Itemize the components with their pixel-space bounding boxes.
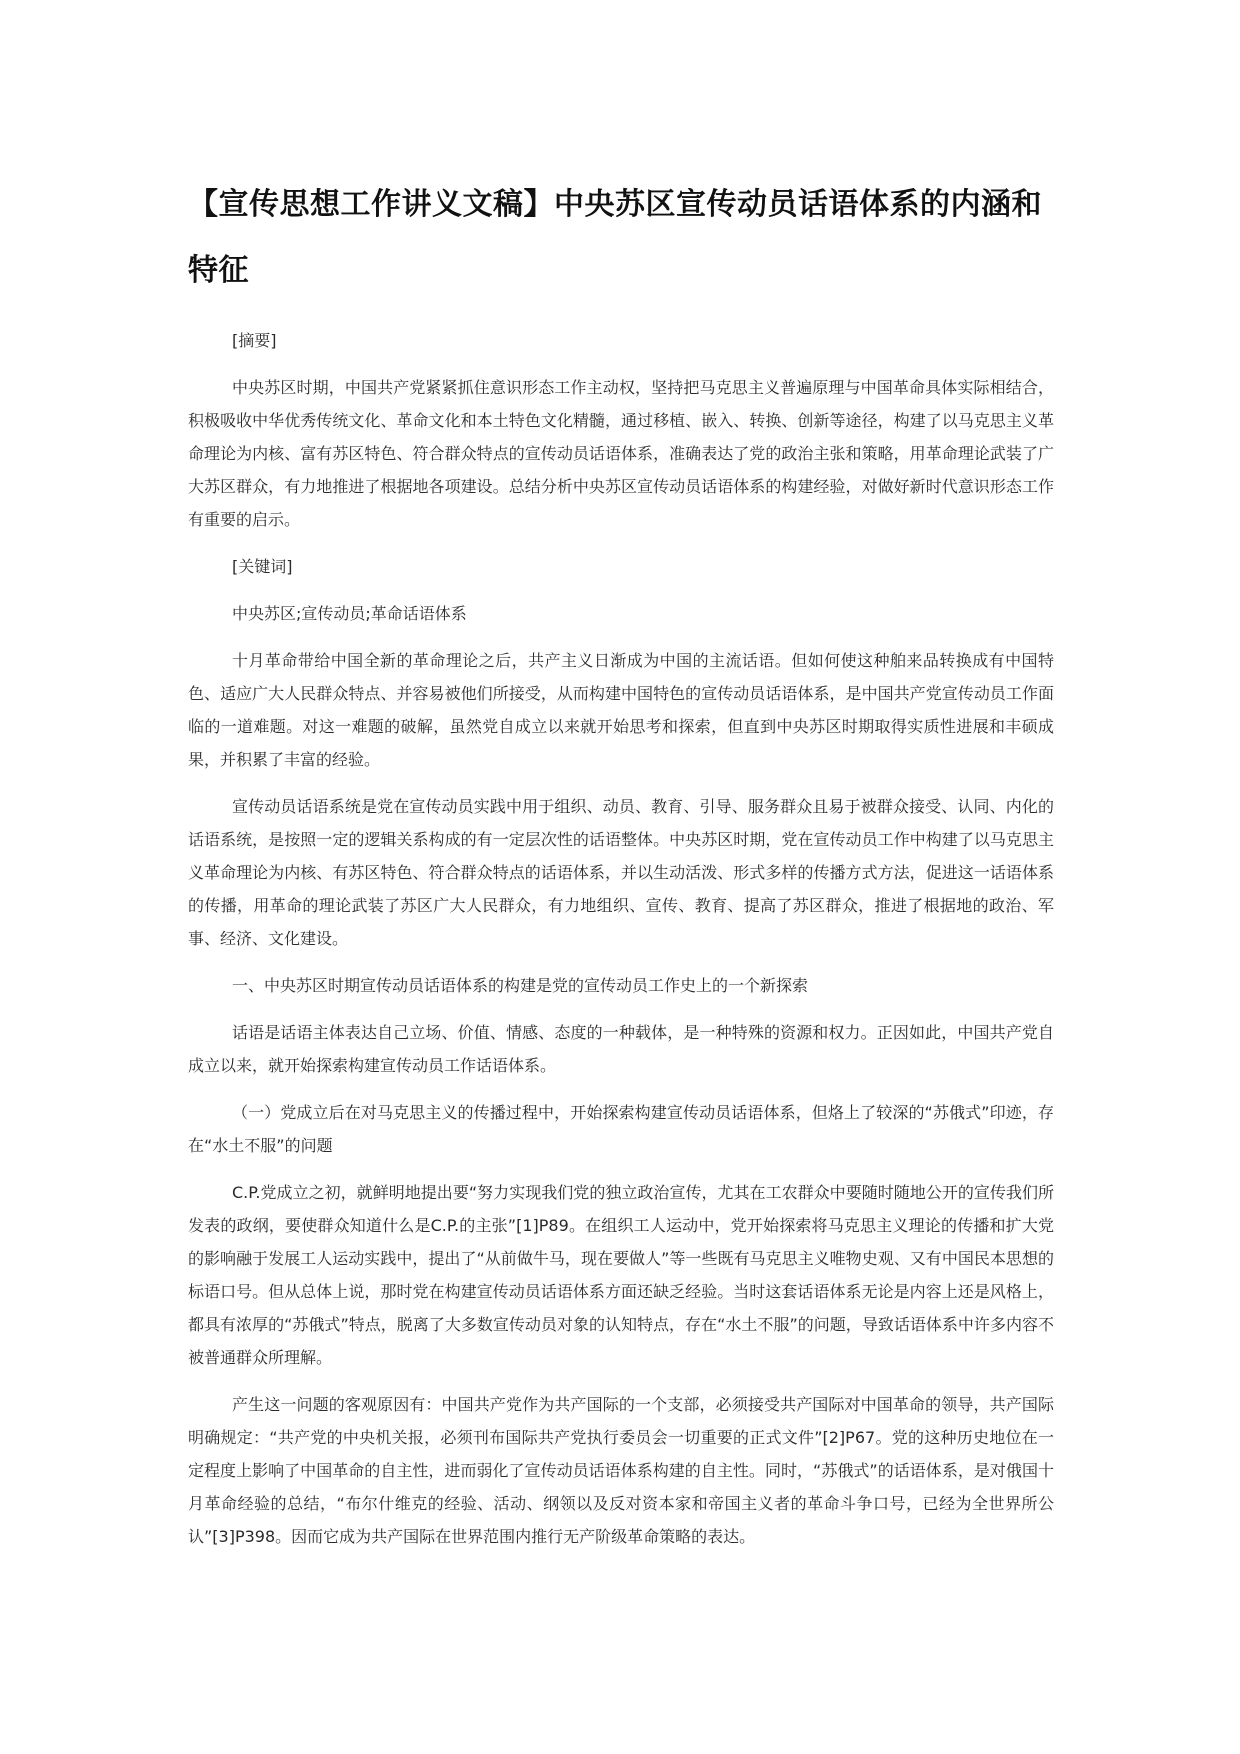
- subsection-heading: （一）党成立后在对马克思主义的传播过程中，开始探索构建宣传动员话语体系，但烙上了较深的“苏俄式”印迹，存在“水土不服”的问题: [188, 1103, 1054, 1155]
- body-paragraph: 产生这一问题的客观原因有：中国共产党作为共产国际的一个支部，必须接受共产国际对中国革命的领导，共产国际明确规定：“共产党的中央机关报，必须刊布国际共产党执行委员会一切重要的正式文件”[2]P67。党的这种历史地位在一定程度上影响了中国革命的自主性，进而弱化了宣传动员话语体系构建的自主性。同时，“苏俄式”的话语体系，是对俄国十月革命经验的总结，“布尔什维克的经验、活动、纲领以及反对资本家和帝国主义者的革命斗争口号，已经为全世界所公认”[3]P398。因而它成为共产国际在世界范围内推行无产阶级革命策略的表达。: [188, 1395, 1054, 1546]
- keywords-text: 中央苏区;宣传动员;革命话语体系: [232, 604, 467, 623]
- body-paragraph: 十月革命带给中国全新的革命理论之后，共产主义日渐成为中国的主流话语。但如何使这种舶来品转换成有中国特色、适应广大人民群众特点、并容易被他们所接受，从而构建中国特色的宣传动员话语体系，是中国共产党宣传动员工作面临的一道难题。对这一难题的破解，虽然党自成立以来就开始思考和探索，但直到中央苏区时期取得实质性进展和丰硕成果，并积累了丰富的经验。: [188, 651, 1054, 769]
- section-heading: 一、中央苏区时期宣传动员话语体系的构建是党的宣传动员工作史上的一个新探索: [232, 976, 809, 995]
- document-page: [188, 172, 1054, 1567]
- document-title: 【宣传思想工作讲义文稿】中央苏区宣传动员话语体系的内涵和特征: [188, 187, 1042, 288]
- body-paragraph: 话语是话语主体表达自己立场、价值、情感、态度的一种载体，是一种特殊的资源和权力。正因如此，中国共产党自成立以来，就开始探索构建宣传动员工作话语体系。: [188, 1023, 1054, 1075]
- body-paragraph: C.P.党成立之初，就鲜明地提出要“努力实现我们党的独立政治宣传，尤其在工农群众中要随时随地公开的宣传我们所发表的政纲，要使群众知道什么是C.P.的主张”[1]P89。在组织工人运动中，党开始探索将马克思主义理论的传播和扩大党的影响融于发展工人运动实践中，提出了“从前做牛马，现在要做人”等一些既有马克思主义唯物史观、又有中国民本思想的标语口号。但从总体上说，那时党在构建宣传动员话语体系方面还缺乏经验。当时这套话语体系无论是内容上还是风格上，都具有浓厚的“苏俄式”特点，脱离了大多数宣传动员对象的认知特点，存在“水土不服”的问题，导致话语体系中许多内容不被普通群众所理解。: [188, 1183, 1054, 1367]
- keywords-label: [关键词]: [232, 557, 293, 576]
- body-paragraph: 宣传动员话语系统是党在宣传动员实践中用于组织、动员、教育、引导、服务群众且易于被群众接受、认同、内化的话语系统，是按照一定的逻辑关系构成的有一定层次性的话语整体。中央苏区时期，党在宣传动员工作中构建了以马克思主义革命理论为内核、有苏区特色、符合群众特点的话语体系，并以生动活泼、形式多样的传播方式方法，促进这一话语体系的传播，用革命的理论武装了苏区广大人民群众，有力地组织、宣传、教育、提高了苏区群众，推进了根据地的政治、军事、经济、文化建设。: [188, 797, 1054, 948]
- abstract-label: [摘要]: [232, 331, 277, 350]
- abstract-text: 中央苏区时期，中国共产党紧紧抓住意识形态工作主动权，坚持把马克思主义普遍原理与中国革命具体实际相结合，积极吸收中华优秀传统文化、革命文化和本土特色文化精髓，通过移植、嵌入、转换、创新等途径，构建了以马克思主义革命理论为内核、富有苏区特色、符合群众特点的宣传动员话语体系，准确表达了党的政治主张和策略，用革命理论武装了广大苏区群众，有力地推进了根据地各项建设。总结分析中央苏区宣传动员话语体系的构建经验，对做好新时代意识形态工作有重要的启示。: [188, 378, 1054, 529]
